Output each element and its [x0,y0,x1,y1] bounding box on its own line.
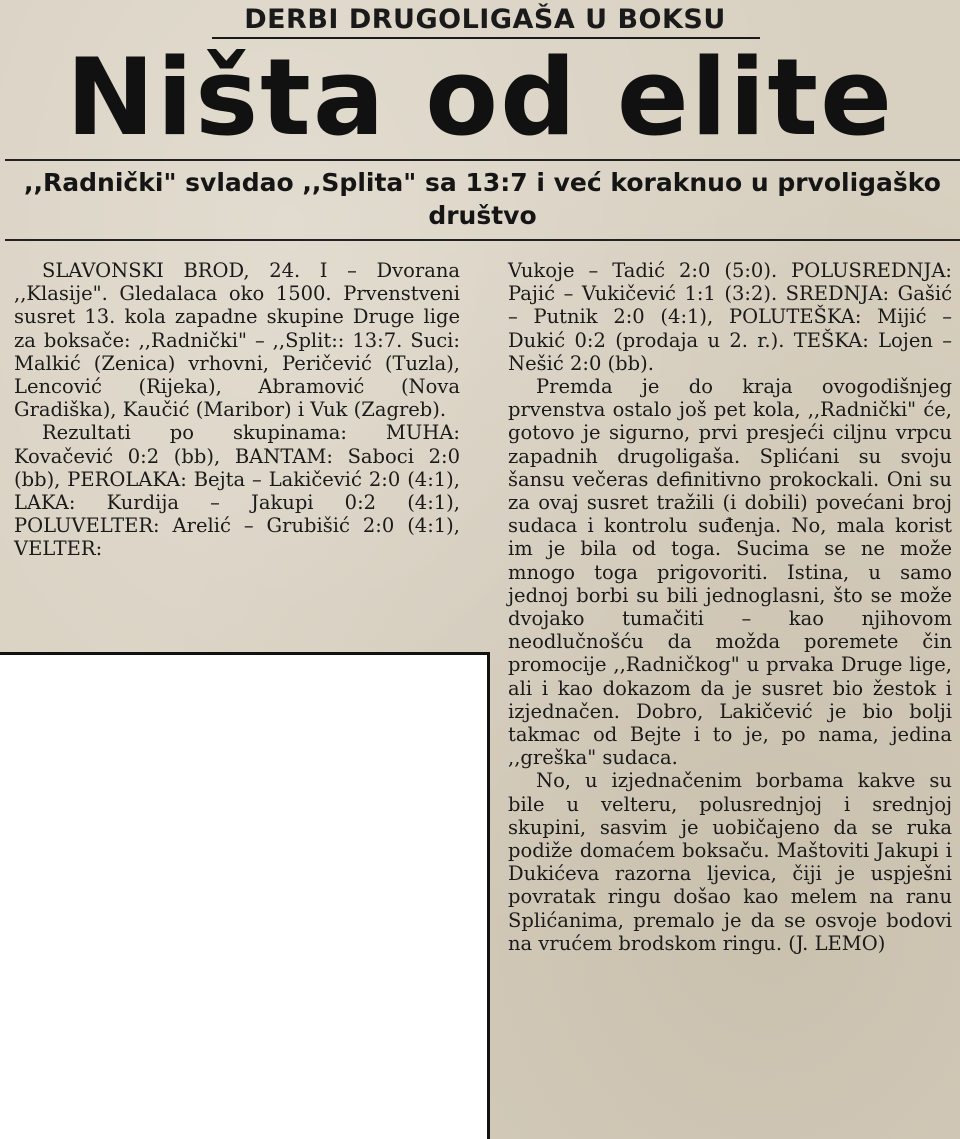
deck-bottom-rule [5,239,960,241]
right-paragraph-2: Premda je do kraja ovogodišnjeg prvenstva ostalo još pet kola, ,,Radnički" će, gotovo je sigurno, prvi presjeći ciljnu vrpcu zapadnih drugoligaša. Splićani su svoju šansu večeras definitivno prokockali. Oni su za ovaj susret tražili (i dobili) povećani broj sudaca i kontrolu suđenja. No, mala korist im je bila od toga. Sucima se ne može mnogo toga prigovoriti. Istina, u samo jednoj borbi su bili jednoglasni, što se može dvojako tumačiti – kao njihovom neodlučnošću da možda poremete čin promocije ,,Radničkog" u prvaka Druge lige, ali i kao dokazom da je susret bio žestok i izjednačen. Dobro, Lakičević je bio bolji takmac od Bejte i to je, po nama, jedina ,,greška" sudaca. [508,375,952,770]
left-paragraph-2: Rezultati po skupinama: MUHA: Kovačević 0:2 (bb), BANTAM: Saboci 2:0 (bb), PEROLAKA: Bejta – Lakičević 2:0 (4:1), LAKA: Kurdija – Jakupi 0:2 (4:1), POLUVELTER: Arelić – Grubišić 2:0 (4:1), VELTER: [14,421,460,561]
right-paragraph-3: No, u izjednačenim borbama kakve su bile u velteru, polusrednjoj i srednjoj skupini, sasvim je uobičajeno da se ruka podiže domaćem boksaču. Maštoviti Jakupi i Dukićeva razorna ljevica, čiji je uspješni povratak ringu došao kao melem na ranu Splićanima, premalo je da se osvoje bodovi na vrućem brodskom ringu. (J. LEMO) [508,769,952,955]
left-paragraph-1: SLAVONSKI BROD, 24. I – Dvorana ,,Klasije". Gledalaca oko 1500. Prvenstveni susret 13. kola zapadne skupine Druge lige za boksače: ,,Radnički" – ,,Split:: 13:7. Suci: Malkić (Zenica) vrhovni, Peričević (Tuzla), Lencović (Rijeka), Abramović (Nova Gradiška), Kaučić (Maribor) i Vuk (Zagreb). [14,259,460,422]
deck-top-rule [5,159,960,161]
headline: Ništa od elite [66,36,894,159]
left-column [14,259,460,561]
deck: ,,Radnički" svladao ,,Splita" sa 13:7 i već koraknuo u prvoligaško društvo [24,168,941,230]
right-paragraph-1: Vukoje – Tadić 2:0 (5:0). POLUSREDNJA: Pajić – Vukičević 1:1 (3:2). SREDNJA: Gašić – Putnik 2:0 (4:1), POLUTEŠKA: Mijić – Dukić 0:2 (prodaja u 2. r.). TEŠKA: Lojen – Nešić 2:0 (bb). [508,259,952,375]
right-column [508,259,952,955]
blank-cutout-area [0,652,490,1139]
kicker: DERBI DRUGOLIGAŠA U BOKSU [244,4,726,35]
